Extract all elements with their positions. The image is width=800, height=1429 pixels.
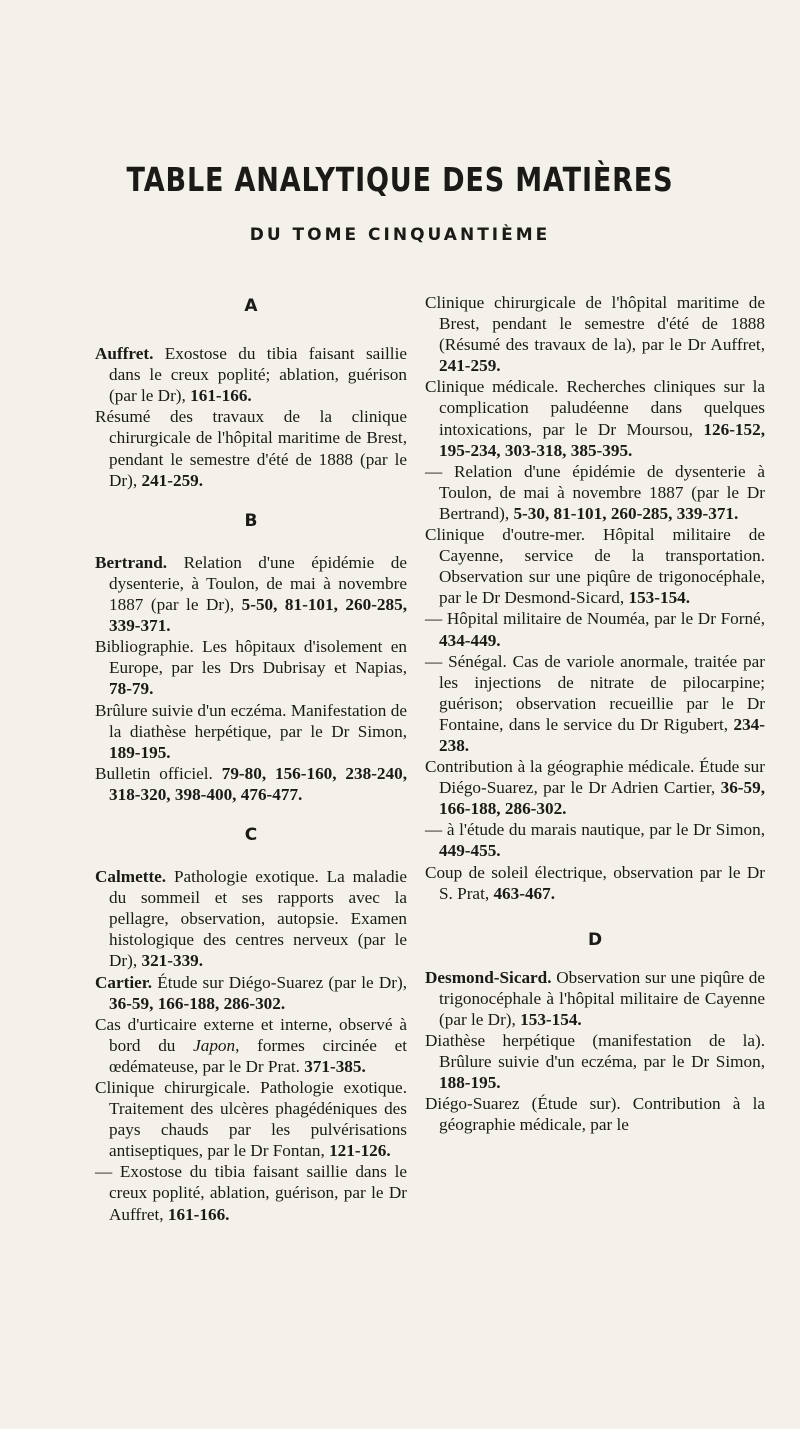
index-entry (95, 763, 407, 805)
entry-text: , formes circinée et œdémateuse, par le Dr Prat. (109, 1035, 408, 1076)
page-title: TABLE ANALYTIQUE DES MATIÈRES (126, 160, 674, 199)
left-column (95, 292, 407, 1225)
index-entry (95, 1014, 407, 1077)
entry-pages: 371-385. (304, 1056, 366, 1076)
entry-text: Pathologie exotique. La maladie du sommeil et ses rapports avec la pellagre, observation, autopsie. Examen histologique des centres nerveux (par le Dr), (109, 867, 407, 971)
index-entry (95, 636, 407, 699)
index-entry (425, 967, 765, 1030)
entry-text: Diégo-Suarez (Étude sur). Contribution à la géographie médicale, par le (425, 1094, 765, 1135)
entry-heading: Auffret. (95, 344, 154, 364)
entry-text: Résumé des travaux de la clinique chirurgicale de l'hôpital maritime de Brest, pendant le semestre d'été de 1888 (par le Dr), (95, 407, 407, 490)
section-letter-c: C (244, 824, 258, 845)
entry-heading: Calmette. (95, 867, 167, 887)
entry-pages: 188-195. (439, 1073, 501, 1093)
index-entry (425, 1093, 765, 1135)
index-entry (425, 1030, 765, 1093)
entry-pages: 36-59, 166-188, 286-302. (439, 778, 765, 819)
section-letter-d: D (587, 929, 603, 950)
index-entry (425, 756, 765, 819)
index-entry (95, 552, 407, 636)
entry-text: Brûlure suivie d'un eczéma. Manifestation de la diathèse herpétique, par le Dr Simon, (95, 700, 407, 741)
entry-pages: 241-259. (439, 356, 501, 376)
entry-pages: 189-195. (109, 742, 171, 762)
section-letter-b: B (244, 510, 258, 531)
entry-text: — Sénégal. Cas de variole anormale, traitée par les injections de nitrate de pilocarpine; guérison; observation recueillie par le Dr Fontaine, dans le service du Dr Rigubert, (425, 651, 765, 734)
entry-heading: Desmond-Sicard. (425, 967, 552, 987)
index-entry (425, 524, 765, 608)
entry-pages: 5-50, 81-101, 260-285, 339-371. (109, 595, 408, 636)
entry-text: Bulletin officiel. (95, 763, 222, 783)
section-letter-a: A (244, 296, 258, 316)
index-entry (425, 651, 765, 756)
entry-pages: 126-152, 195-234, 303-318, 385-395. (439, 419, 765, 460)
right-column (425, 292, 765, 1136)
index-entry (425, 862, 765, 904)
entry-text: — Hôpital militaire de Nouméa, par le Dr Forné, (425, 609, 765, 629)
index-entry (425, 608, 765, 650)
entry-pages: 161-166. (167, 1204, 230, 1224)
entry-pages: 241-259. (141, 470, 204, 490)
entry-pages: 79-80, 156-160, 238-240, 318-320, 398-400, 476-477. (109, 763, 407, 804)
index-entry (95, 1161, 407, 1224)
index-entry (95, 406, 407, 490)
index-entry (425, 376, 765, 460)
entry-text: Clinique d'outre-mer. Hôpital militaire de Cayenne, service de la transportation. Observation sur une piqûre de trigonocéphale, par le Dr Desmond-Sicard, (425, 525, 765, 608)
entry-pages: 321-339. (141, 951, 204, 971)
entry-ship-name: Japon (193, 1035, 236, 1055)
entry-pages: 36-59, 166-188, 286-302. (109, 993, 286, 1013)
index-entry (95, 972, 407, 1014)
entry-pages: 161-166. (190, 386, 252, 406)
entry-pages: 463-467. (493, 883, 556, 903)
entry-text: Relation d'une épidémie de dysenterie, à Toulon, de mai à novembre 1887 (par le Dr), (109, 552, 407, 615)
entry-text: Clinique médicale. Recherches cliniques sur la complication paludéenne dans quelques intoxications, par le Dr Moursou, (425, 377, 765, 439)
entry-text: Diathèse herpétique (manifestation de la). Brûlure suivie d'un eczéma, par le Dr Simon, (425, 1031, 765, 1072)
entry-pages: 153-154. (520, 1010, 582, 1029)
entry-text: — à l'étude du marais nautique, par le Dr Simon, (425, 820, 765, 840)
entry-pages: 234-238. (439, 714, 765, 755)
index-entry (425, 461, 765, 524)
index-entry (425, 819, 765, 861)
entry-heading: Bertrand. (95, 552, 168, 572)
entry-text: — Exostose du tibia faisant saillie dans le creux poplité, ablation, guérison, par le Dr Auffret, (95, 1162, 407, 1224)
entry-pages: 434-449. (439, 630, 501, 650)
entry-heading: Cartier. (95, 972, 153, 992)
entry-text: Observation sur une piqûre de trigonocéphale à l'hôpital militaire de Cayenne (par le Dr), (439, 967, 765, 1029)
entry-text: Exostose du tibia faisant saillie dans le creux poplité; ablation, guérison (par le Dr), (109, 344, 407, 406)
entry-text: Étude sur Diégo-Suarez (par le Dr), (152, 972, 407, 992)
entry-pages: 5-30, 81-101, 260-285, 339-371. (513, 503, 739, 523)
entry-text: Contribution à la géographie médicale. Étude sur Diégo-Suarez, par le Dr Adrien Cartier, (425, 757, 765, 798)
entry-text: Cas d'urticaire externe et interne, observé à bord du (95, 1014, 407, 1055)
entry-pages: 78-79. (109, 679, 154, 699)
entry-pages: 449-455. (439, 841, 501, 861)
index-entry (95, 343, 407, 406)
entry-text: Bibliographie. Les hôpitaux d'isolement en Europe, par les Drs Dubrisay et Napias, (95, 637, 407, 678)
entry-text: — Relation d'une épidémie de dysenterie à Toulon, de mai à novembre 1887 (par le Dr Bertrand), (425, 461, 765, 523)
entry-text: Clinique chirurgicale. Pathologie exotique. Traitement des ulcères phagédéniques des pays chauds par les pulvérisations antiseptiques, par le Dr Fontan, (95, 1078, 407, 1161)
index-entry (95, 700, 407, 763)
entry-pages: 121-126. (329, 1141, 391, 1161)
index-entry (425, 292, 765, 376)
page-subtitle: DU TOME CINQUANTIÈME (249, 225, 551, 245)
entry-text: Clinique chirurgicale de l'hôpital maritime de Brest, pendant le semestre d'été de 1888 (Résumé des travaux de la), par le Dr Auffret, (425, 293, 765, 355)
index-entry (95, 866, 407, 971)
entry-text: Coup de soleil électrique, observation par le Dr S. Prat, (425, 862, 765, 903)
index-entry (95, 1077, 407, 1161)
entry-pages: 153-154. (628, 588, 691, 608)
